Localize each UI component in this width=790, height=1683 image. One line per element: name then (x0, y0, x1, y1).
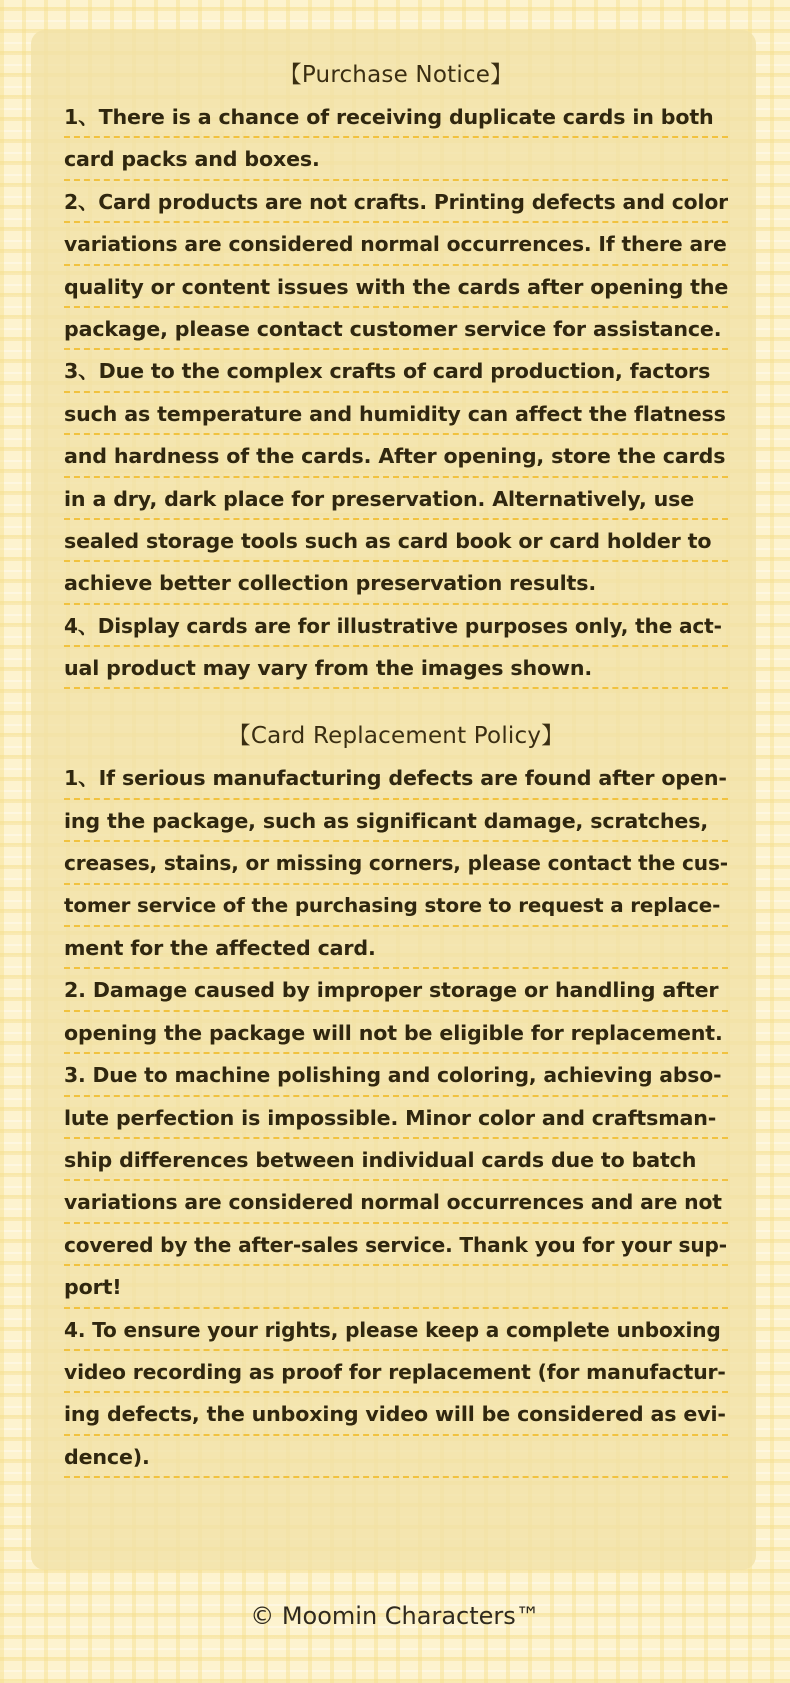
text-line: and hardness of the cards. After opening, store the cards (64, 435, 728, 477)
text-line: in a dry, dark place for preservation. Alternatively, use (64, 478, 728, 520)
text-line: 3. Due to machine polishing and coloring, achieving abso- (64, 1054, 728, 1096)
text-line: port! (64, 1266, 728, 1308)
text-line: 3、Due to the complex crafts of card production, factors (64, 350, 728, 392)
text-line: card packs and boxes. (64, 138, 728, 180)
text-line: variations are considered normal occurrences and are not (64, 1181, 728, 1223)
text-line: ment for the affected card. (64, 927, 728, 969)
text-line: ing defects, the unboxing video will be considered as evi- (64, 1393, 728, 1435)
text-line: dence). (64, 1436, 728, 1478)
text-line: covered by the after-sales service. Thank you for your sup- (64, 1224, 728, 1266)
purchase-notice-lines (64, 96, 728, 689)
text-line: 1、There is a chance of receiving duplicate cards in both (64, 96, 728, 138)
purchase-notice-title: 【Purchase Notice】 (278, 62, 514, 88)
text-line: quality or content issues with the cards after opening the (64, 266, 728, 308)
text-line: achieve better collection preservation results. (64, 562, 728, 604)
text-line: ship differences between individual cards due to batch (64, 1139, 728, 1181)
text-line: opening the package will not be eligible for replacement. (64, 1012, 728, 1054)
text-line: 1、If serious manufacturing defects are found after open- (64, 757, 728, 799)
text-line: video recording as proof for replacement (for manufactur- (64, 1351, 728, 1393)
text-line: 2、Card products are not crafts. Printing defects and color (64, 181, 728, 223)
notice-panel (31, 30, 756, 1570)
text-line: variations are considered normal occurrences. If there are (64, 223, 728, 265)
replacement-policy-title: 【Card Replacement Policy】 (227, 723, 565, 750)
text-line: package, please contact customer service for assistance. (64, 308, 728, 350)
text-line: 2. Damage caused by improper storage or handling after (64, 969, 728, 1011)
copyright-footer: © Moomin Characters™ (250, 1602, 540, 1630)
text-line: sealed storage tools such as card book or card holder to (64, 520, 728, 562)
text-line: 4. To ensure your rights, please keep a complete unboxing (64, 1309, 728, 1351)
text-line: creases, stains, or missing corners, please contact the cus- (64, 842, 728, 884)
text-line: ual product may vary from the images shown. (64, 647, 728, 689)
text-line: ing the package, such as significant damage, scratches, (64, 800, 728, 842)
replacement-policy-lines (64, 757, 728, 1478)
text-line: lute perfection is impossible. Minor color and craftsman- (64, 1097, 728, 1139)
text-line: 4、Display cards are for illustrative purposes only, the act- (64, 605, 728, 647)
text-line: such as temperature and humidity can affect the flatness (64, 393, 728, 435)
text-line: tomer service of the purchasing store to request a replace- (64, 885, 728, 927)
